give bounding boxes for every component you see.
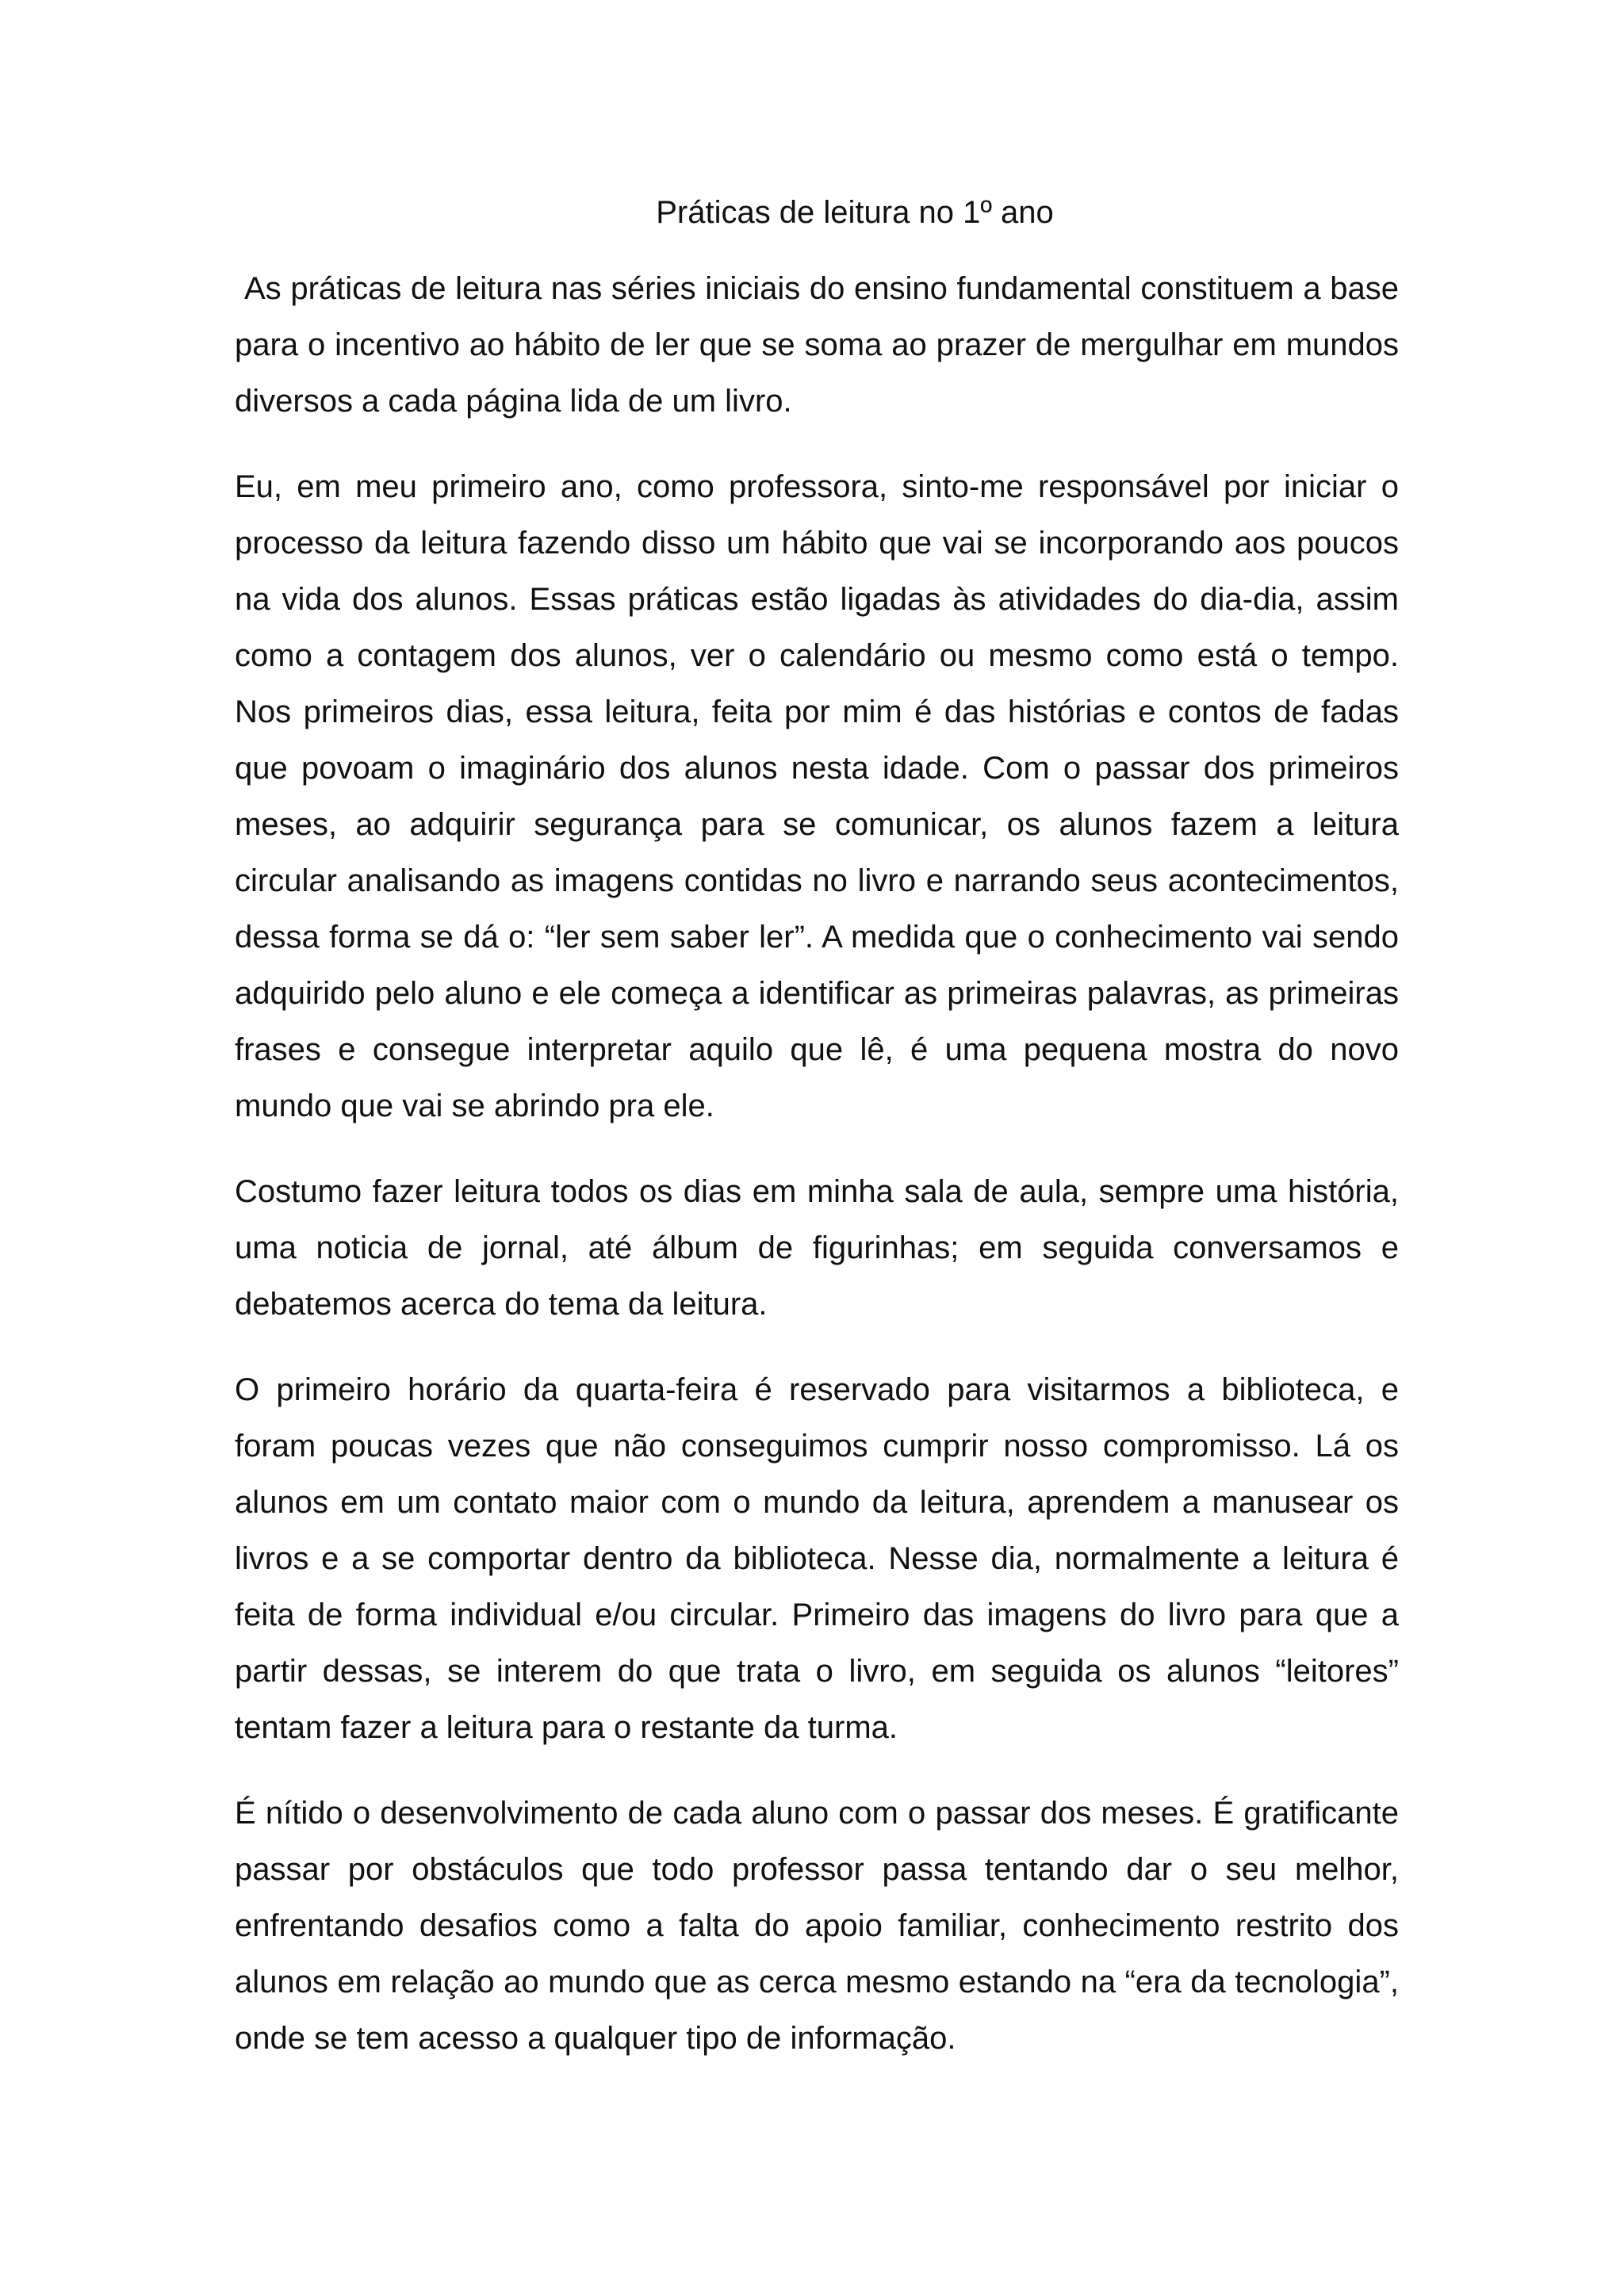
document-title: Práticas de leitura no 1º ano bbox=[656, 195, 1054, 230]
paragraph-first-year: Eu, em meu primeiro ano, como professora, sinto-me responsável por iniciar o processo da leitura fazendo disso um hábito que vai se incorporando aos poucos na vida dos alunos. Essas práticas estão ligadas às atividades do dia-dia, assim como a contagem dos alunos, ver o calendário ou mesmo como está o tempo. Nos primeiros dias, essa leitura, feita por mim é das histórias e contos de fadas que povoam o imaginário dos alunos nesta idade. Com o passar dos primeiros meses, ao adquirir segurança para se comunicar, os alunos fazem a leitura circular analisando as imagens contidas no livro e narrando seus acontecimentos, dessa forma se dá o: “ler sem saber ler”. A medida que o conhecimento vai sendo adquirido pelo aluno e ele começa a identificar as primeiras palavras, as primeiras frases e consegue interpretar aquilo que lê, é uma pequena mostra do novo mundo que vai se abrindo pra ele. bbox=[235, 469, 1399, 1123]
paragraph-intro: As práticas de leitura nas séries iniciais do ensino fundamental constituem a base para o incentivo ao hábito de ler que se soma ao prazer de mergulhar em mundos diversos a cada página lida de um livro. bbox=[235, 271, 1399, 419]
paragraph-library: O primeiro horário da quarta-feira é reservado para visitarmos a biblioteca, e foram poucas vezes que não conseguimos cumprir nosso compromisso. Lá os alunos em um contato maior com o mundo da leitura, aprendem a manusear os livros e a se comportar dentro da biblioteca. Nesse dia, normalmente a leitura é feita de forma individual e/ou circular. Primeiro das imagens do livro para que a partir dessas, se interem do que trata o livro, em seguida os alunos “leitores” tentam fazer a leitura para o restante da turma. bbox=[235, 1372, 1399, 1745]
paragraph-daily-reading: Costumo fazer leitura todos os dias em minha sala de aula, sempre uma história, uma noticia de jornal, até álbum de figurinhas; em seguida conversamos e debatemos acerca do tema da leitura. bbox=[235, 1174, 1399, 1322]
document-body bbox=[235, 189, 1399, 2096]
paragraph-development: É nítido o desenvolvimento de cada aluno com o passar dos meses. É gratificante passar por obstáculos que todo professor passa tentando dar o seu melhor, enfrentando desafios como a falta do apoio familiar, conhecimento restrito dos alunos em relação ao mundo que as cerca mesmo estando na “era da tecnologia”, onde se tem acesso a qualquer tipo de informação. bbox=[235, 1796, 1399, 2056]
